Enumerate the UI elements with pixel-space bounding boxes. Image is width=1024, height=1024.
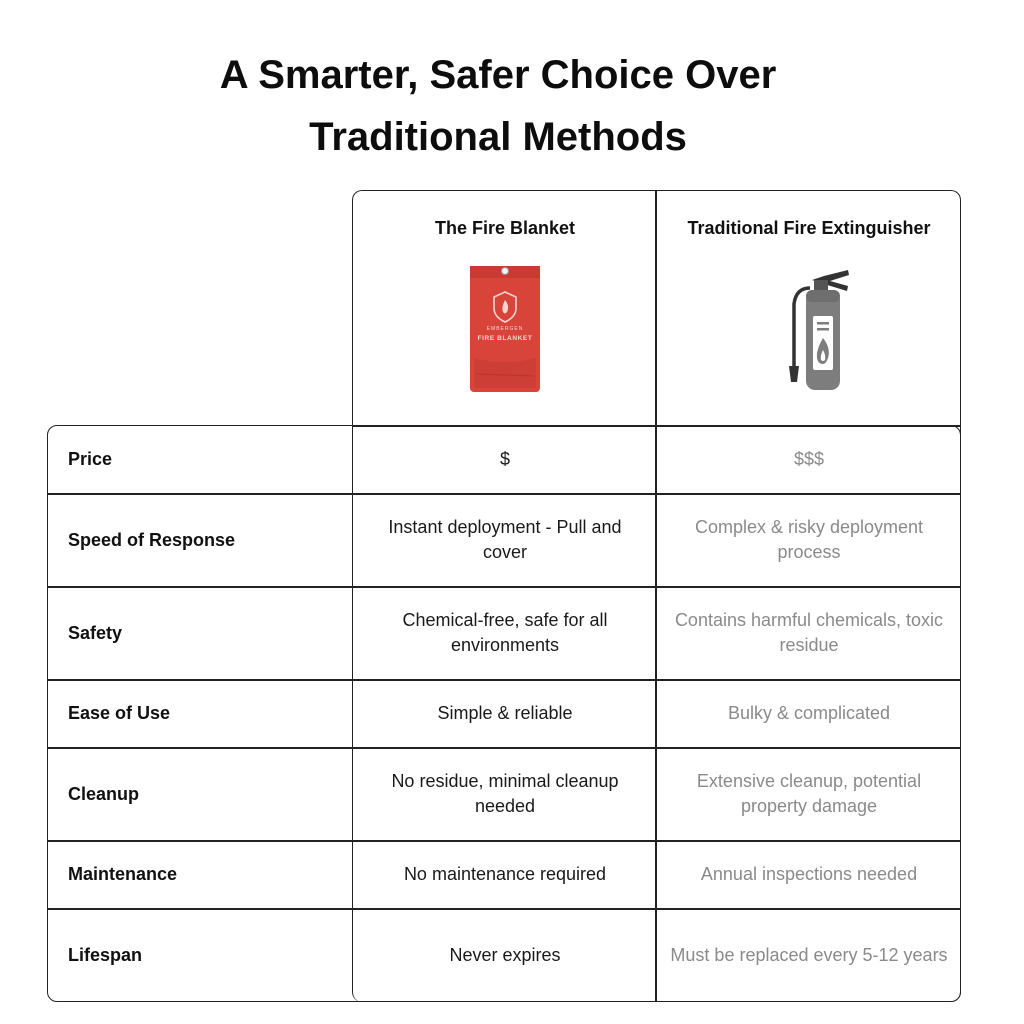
extinguisher-safety: Contains harmful chemicals, toxic residue: [674, 610, 944, 655]
row-label-maintenance: Maintenance: [68, 864, 178, 884]
fire-blanket-price: $: [499, 449, 510, 469]
row-label-cleanup: Cleanup: [68, 783, 140, 804]
row-label-safety: Safety: [68, 622, 123, 643]
row-label-lifespan: Lifespan: [68, 944, 143, 965]
fire-blanket-icon: [468, 262, 542, 399]
fire-blanket-cleanup: No residue, minimal cleanup needed: [391, 771, 619, 816]
page-title-line-2: Traditional Methods: [309, 115, 687, 159]
fire-blanket-lifespan: Never expires: [449, 944, 561, 965]
extinguisher-lifespan: Must be replaced every 5-12 years: [670, 944, 948, 965]
column-header-fire-blanket: The Fire Blanket: [434, 218, 576, 238]
column-header-fire-extinguisher: Traditional Fire Extinguisher: [687, 218, 931, 238]
fire-blanket-maintenance: No maintenance required: [403, 864, 607, 884]
extinguisher-maintenance: Annual inspections needed: [700, 864, 918, 884]
fire-extinguisher-icon: [786, 266, 854, 397]
extinguisher-ease: Bulky & complicated: [727, 703, 891, 723]
row-label-price: Price: [68, 449, 113, 469]
fire-blanket-brand: EMBERGEN: [486, 326, 524, 332]
extinguisher-cleanup: Extensive cleanup, potential property damage: [696, 771, 922, 816]
row-label-speed-of-response: Speed of Response: [68, 529, 236, 550]
row-label-ease-of-use: Ease of Use: [68, 703, 171, 723]
page-title: [0, 44, 996, 168]
fire-blanket-speed: Instant deployment - Pull and cover: [388, 517, 622, 562]
fire-blanket-safety: Chemical-free, safe for all environments: [402, 610, 608, 655]
extinguisher-price: $$$: [793, 449, 825, 469]
extinguisher-speed: Complex & risky deployment process: [694, 517, 924, 562]
page-title-line-1: A Smarter, Safer Choice Over: [219, 53, 777, 97]
fire-blanket-ease: Simple & reliable: [437, 703, 573, 723]
fire-blanket-package-label: FIRE BLANKET: [477, 335, 533, 342]
